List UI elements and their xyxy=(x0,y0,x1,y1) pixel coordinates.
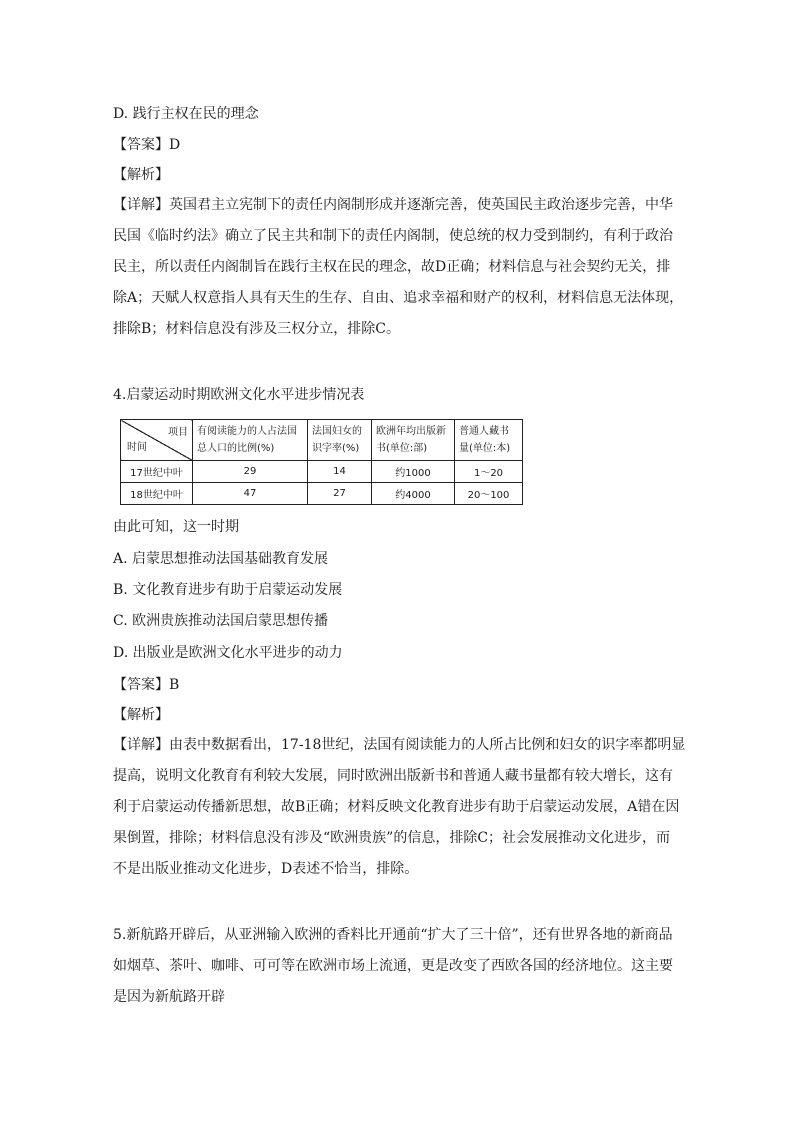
q4-detail-line: 【详解】由表中数据看出，17-18世纪，法国有阅读能力的人所占比例和妇女的识字率都明显 xyxy=(113,737,686,753)
table-header-row xyxy=(121,420,523,461)
q4-detail-line: 利于启蒙运动传播新思想，故B正确；材料反映文化教育进步有助于启蒙运动发展，A错在因 xyxy=(113,799,680,815)
table-cell-time: 18世纪中叶 xyxy=(121,483,193,505)
q4-analysis-label: 【解析】 xyxy=(113,707,169,723)
q3-detail-line: 除A；天赋人权意指人具有天生的生存、自由、追求幸福和财产的权利，材料信息无法体现， xyxy=(113,290,684,306)
q5-stem xyxy=(113,920,683,1013)
table-row xyxy=(121,483,523,505)
table-cell-time: 17世纪中叶 xyxy=(121,461,193,483)
table-cell: 20～100 xyxy=(455,483,523,505)
q3-analysis-label: 【解析】 xyxy=(113,167,169,183)
table-cell: 约4000 xyxy=(372,483,455,505)
q4-data-table xyxy=(120,419,523,505)
table-cell: 27 xyxy=(308,483,372,505)
q3-detail-line: 排除B；材料信息没有涉及三权分立，排除C。 xyxy=(113,321,400,337)
q5-stem-line: 5.新航路开辟后，从亚洲输入欧洲的香料比开通前“扩大了三十倍”，还有世界各地的新商品 xyxy=(113,927,673,943)
q4-detail-line: 提高，说明文化教育有利较大发展，同时欧洲出版新书和普通人藏书量都有较大增长，这有 xyxy=(113,768,673,784)
q4-title: 4.启蒙运动时期欧洲文化水平进步情况表 xyxy=(113,387,365,403)
table-cell: 14 xyxy=(308,461,372,483)
q4-answer: 【答案】B xyxy=(113,677,180,693)
table-cell: 29 xyxy=(193,461,308,483)
q4-stem: 由此可知，这一时期 xyxy=(113,519,239,535)
q4-option-a: A. 启蒙思想推动法国基础教育发展 xyxy=(113,551,329,567)
table-header-cell: 普通人藏书量(单位:本) xyxy=(455,420,523,461)
q3-answer: 【答案】D xyxy=(113,137,181,153)
table-cell: 47 xyxy=(193,483,308,505)
q5-stem-line: 是因为新航路开辟 xyxy=(113,989,225,1005)
q5-stem-line: 如烟草、茶叶、咖啡、可可等在欧洲市场上流通，更是改变了西欧各国的经济地位。这主要 xyxy=(113,958,673,974)
corner-label-time: 时间 xyxy=(127,442,147,453)
q4-detail xyxy=(113,730,686,885)
table-header-cell: 有阅读能力的人占法国总人口的比例(%) xyxy=(193,420,308,461)
table-cell: 1～20 xyxy=(455,461,523,483)
q3-option-d: D. 践行主权在民的理念 xyxy=(113,106,259,122)
table-row xyxy=(121,461,523,483)
q4-option-d: D. 出版业是欧洲文化水平进步的动力 xyxy=(113,645,343,661)
table-header-cell: 法国妇女的识字率(%) xyxy=(308,420,372,461)
table-header-cell: 欧洲年均出版新书(单位:部) xyxy=(372,420,455,461)
corner-label-item: 项目 xyxy=(168,427,188,438)
q4-option-c: C. 欧洲贵族推动法国启蒙思想传播 xyxy=(113,613,329,629)
q4-detail-line: 不是出版业推动文化进步，D表述不恰当，排除。 xyxy=(113,861,419,877)
q3-detail xyxy=(113,190,683,345)
q3-detail-line: 民主，所以责任内阁制旨在践行主权在民的理念，故D正确；材料信息与社会契约无关，排 xyxy=(113,259,671,275)
table-cell: 约1000 xyxy=(372,461,455,483)
q3-detail-line: 民国《临时约法》确立了民主共和制下的责任内阁制，使总统的权力受到制约，有利于政治 xyxy=(113,228,673,244)
q3-detail-line: 【详解】英国君主立宪制下的责任内阁制形成并逐渐完善，使英国民主政治逐步完善，中华 xyxy=(113,197,673,213)
table-corner-cell xyxy=(121,420,193,461)
q4-option-b: B. 文化教育进步有助于启蒙运动发展 xyxy=(113,582,343,598)
q4-detail-line: 果倒置，排除；材料信息没有涉及“欧洲贵族”的信息，排除C；社会发展推动文化进步，而 xyxy=(113,830,671,846)
